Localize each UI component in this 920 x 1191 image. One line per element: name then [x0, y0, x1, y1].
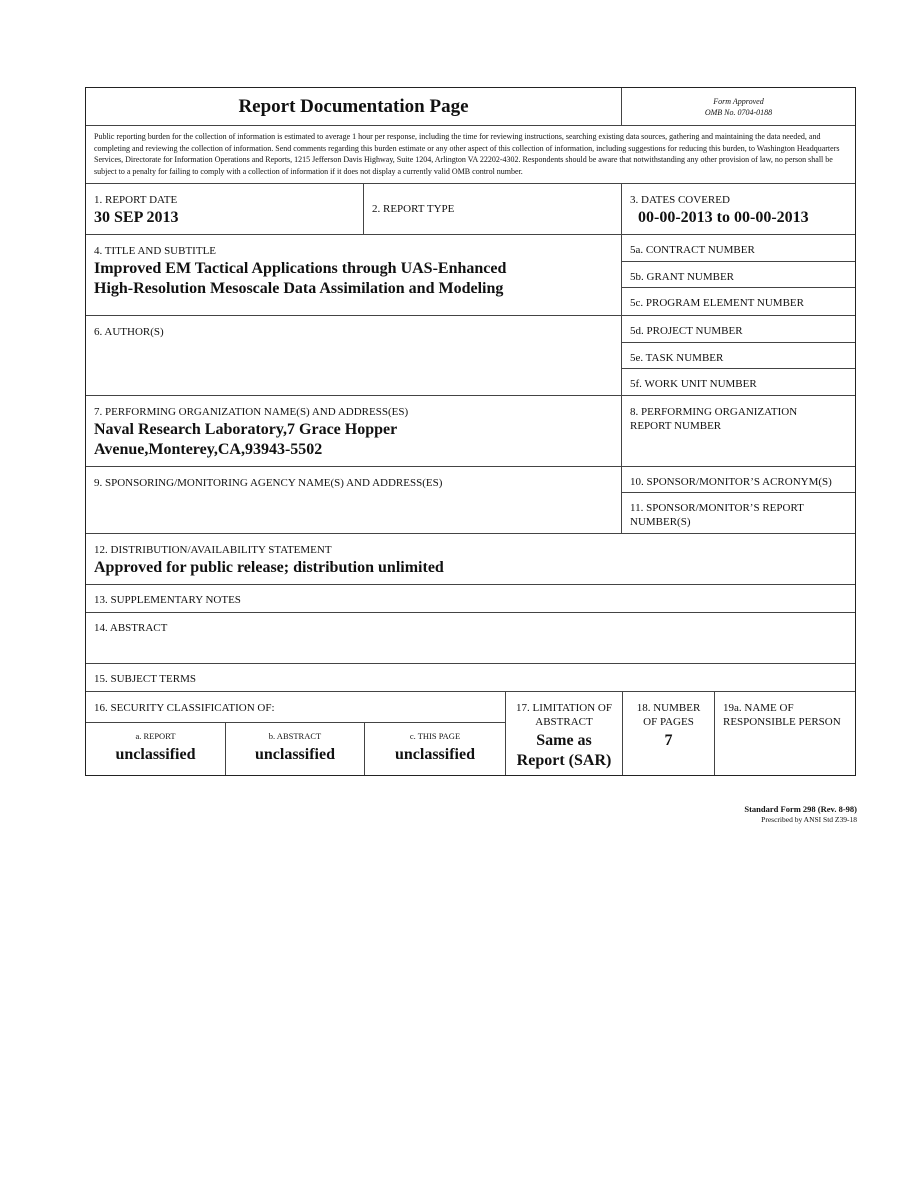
- dates-covered-value: 00-00-2013 to 00-00-2013: [638, 209, 809, 226]
- prescribed-by: Prescribed by ANSI Std Z39-18: [761, 815, 857, 824]
- title-label: 4. TITLE AND SUBTITLE: [94, 245, 217, 257]
- authors-label: 6. AUTHOR(S): [94, 326, 164, 338]
- abstract-classification-label: b. ABSTRACT: [268, 731, 322, 741]
- page-title: Report Documentation Page: [86, 88, 622, 125]
- report-date-label: 1. REPORT DATE: [94, 194, 178, 206]
- sponsor-stack: [622, 467, 855, 533]
- sponsoring-label: 9. SPONSORING/MONITORING AGENCY NAME(S) AND ADDRESS(ES): [94, 477, 443, 489]
- standard-form-name: Standard Form 298 (Rev. 8-98): [744, 804, 857, 814]
- performing-org-label: 7. PERFORMING ORGANIZATION NAME(S) AND ADDRESS(ES): [94, 406, 409, 418]
- author-row: [86, 316, 855, 396]
- num-pages-label-line1: 18. NUMBER: [636, 702, 701, 714]
- title-value-line1: Improved EM Tactical Applications through UAS-Enhanced: [94, 260, 507, 277]
- sponsoring-row: [86, 467, 855, 534]
- security-label: 16. SECURITY CLASSIFICATION OF:: [86, 692, 505, 723]
- sponsor-report-cell: [622, 493, 855, 533]
- sponsor-acronym-cell: 10. SPONSOR/MONITOR’S ACRONYM(S): [622, 467, 855, 493]
- form-approved-label: Form Approved: [713, 96, 764, 106]
- distribution-label: 12. DISTRIBUTION/AVAILABILITY STATEMENT: [94, 544, 332, 556]
- report-date-value: 30 SEP 2013: [94, 209, 179, 226]
- sponsor-report-label-line1: 11. SPONSOR/MONITOR’S REPORT: [630, 502, 804, 514]
- report-classification-value: unclassified: [115, 746, 196, 763]
- project-stack: [622, 316, 855, 395]
- header-row: [86, 88, 855, 126]
- performing-report-label-line2: REPORT NUMBER: [630, 420, 722, 432]
- performing-org-value-line2: Avenue,Monterey,CA,93943-5502: [94, 441, 323, 458]
- burden-statement: Public reporting burden for the collection of information is estimated to average 1 hour per response, including the time for reviewing instructions, searching existing data sources, gathering and maintaining the data needed, and completing and reviewing the collection of information. Send comments regarding this burden estimate or any other aspect of this collection of information, including suggestions for reducing this burden, to Washington Headquarters Services, Directorate for Information Operations and Reports, 1215 Jefferson Davis Highway, Suite 1204, Arlington VA 22202-4302. Respondents should be aware that notwithstanding any other provision of law, no person shall be subject to a penalty for failing to comply with a collection of information if it does not display a currently valid OMB control number.: [94, 132, 840, 176]
- limitation-cell: [506, 692, 623, 775]
- contract-stack: [622, 235, 855, 315]
- distribution-value: Approved for public release; distribution unlimited: [94, 559, 444, 576]
- num-pages-value: 7: [664, 732, 673, 749]
- distribution-row: [86, 534, 855, 585]
- dates-covered-cell: [622, 184, 855, 234]
- title-row: [86, 235, 855, 316]
- limitation-label-line2: ABSTRACT: [535, 716, 593, 728]
- distribution-cell: [86, 534, 855, 584]
- report-date-cell: [86, 184, 364, 234]
- sponsoring-cell: [86, 467, 622, 533]
- report-classification-cell: [86, 723, 226, 775]
- performing-org-cell: [86, 396, 622, 466]
- report-documentation-form: [85, 87, 856, 776]
- responsible-person-cell: [715, 692, 855, 775]
- responsible-label-line2: RESPONSIBLE PERSON: [723, 716, 841, 728]
- responsible-label-line1: 19a. NAME OF: [723, 702, 794, 714]
- performing-org-value-line1: Naval Research Laboratory,7 Grace Hopper: [94, 421, 398, 438]
- security-subcells: [86, 723, 505, 775]
- report-type-cell: [364, 184, 622, 234]
- num-pages-cell: [623, 692, 715, 775]
- burden-row: [86, 126, 855, 184]
- limitation-value-line1: Same as: [536, 732, 592, 749]
- performing-report-label-line1: 8. PERFORMING ORGANIZATION: [630, 406, 798, 418]
- form-footer: [744, 804, 857, 825]
- page-classification-value: unclassified: [394, 746, 475, 763]
- supplementary-cell: 13. SUPPLEMENTARY NOTES: [94, 594, 241, 606]
- limitation-value-line2: Report (SAR): [516, 752, 612, 769]
- page-classification-cell: [365, 723, 505, 775]
- subject-terms-cell: 15. SUBJECT TERMS: [94, 673, 196, 685]
- num-pages-label-line2: OF PAGES: [643, 716, 694, 728]
- performing-report-cell: [622, 396, 855, 466]
- abstract-cell: 14. ABSTRACT: [94, 622, 168, 634]
- omb-number: OMB No. 0704-0188: [704, 107, 773, 117]
- report-classification-label: a. REPORT: [135, 731, 176, 741]
- work-unit-cell: 5f. WORK UNIT NUMBER: [630, 378, 757, 390]
- report-date-row: [86, 184, 855, 235]
- dates-covered-label: 3. DATES COVERED: [630, 194, 730, 206]
- security-classification-block: [86, 692, 506, 775]
- project-number-cell: 5d. PROJECT NUMBER: [622, 316, 855, 343]
- form-approved-block: [622, 88, 855, 125]
- performing-org-row: [86, 396, 855, 467]
- classification-row: [86, 692, 855, 775]
- title-cell: [86, 235, 622, 315]
- title-value-line2: High-Resolution Mesoscale Data Assimilation and Modeling: [94, 280, 504, 297]
- abstract-classification-value: unclassified: [254, 746, 335, 763]
- report-type-label: 2. REPORT TYPE: [372, 203, 455, 215]
- contract-number-cell: 5a. CONTRACT NUMBER: [622, 235, 855, 262]
- authors-cell: [86, 316, 622, 395]
- page-classification-label: c. THIS PAGE: [409, 731, 461, 741]
- abstract-classification-cell: [226, 723, 365, 775]
- sponsor-report-label-line2: NUMBER(S): [630, 516, 691, 528]
- task-number-cell: 5e. TASK NUMBER: [622, 343, 855, 369]
- supplementary-row: [86, 585, 855, 613]
- abstract-row: [86, 613, 855, 664]
- program-element-cell: 5c. PROGRAM ELEMENT NUMBER: [630, 297, 804, 309]
- limitation-label-line1: 17. LIMITATION OF: [516, 702, 612, 714]
- grant-number-cell: 5b. GRANT NUMBER: [622, 262, 855, 288]
- subject-terms-row: [86, 664, 855, 692]
